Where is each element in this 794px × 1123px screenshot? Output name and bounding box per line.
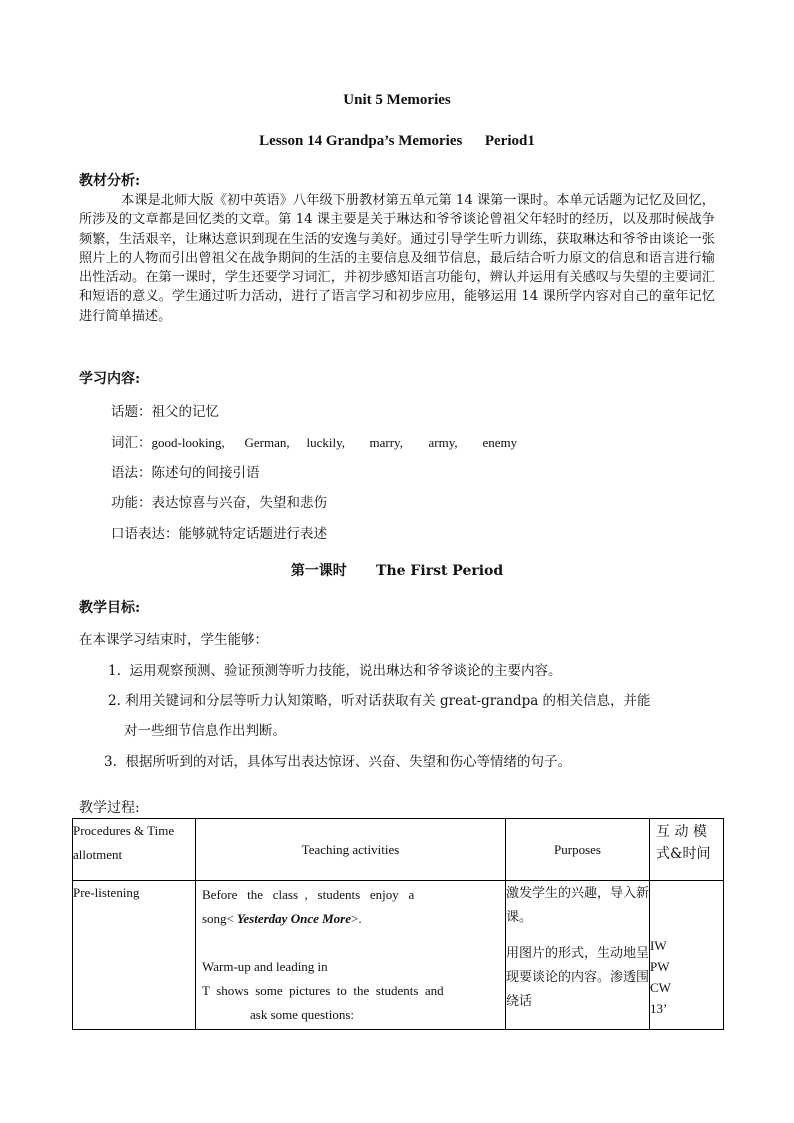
analysis-paragraph — [79, 191, 715, 326]
interaction-mode: PW — [650, 959, 670, 974]
vocab-word: good-looking, — [151, 435, 225, 450]
activity-song — [202, 907, 499, 931]
objective-number: 1. — [108, 663, 121, 679]
content-function: 功能：表达惊喜与兴奋，失望和悲伤 — [111, 495, 327, 511]
vocab-word: marry, — [369, 435, 403, 450]
lesson-title: Lesson 14 Grandpa’s Memories Period1 — [259, 133, 535, 149]
song-title: Yesterday Once More — [233, 911, 351, 926]
objectives-intro: 在本课学习结束时，学生能够： — [79, 632, 268, 648]
cell-activities — [196, 881, 506, 1030]
song-prefix: song< — [202, 911, 234, 926]
objective-number: 3. — [104, 754, 117, 770]
header-activities: Teaching activities — [196, 819, 506, 881]
analysis-text: 本课是北师大版《初中英语》八年级下册教材第五单元第 14 课第一课时。本单元话题为记忆及回忆，所涉及的文章都是回忆类的文章。第 14 课主要是关于琳达和爷爷谈论曾祖父年轻时的经历，以及那时候战争频繁，生活艰辛，让琳达意识到现在生活的安逸与美好。通过引导学生听力训练，获取琳达和爷爷由谈论一张照片上的人物而引出曾祖父在战争期间的生活的主要信息及细节信息，最后结合听力原文的信息和语言进行输出性活动。在第一课时，学生还要学习词汇，并初步感知语言功能句，辨认并运用有关感叹与失望的主要词汇和短语的意义。学生通过听力活动，进行了语言学习和初步应用，能够运用 14 课所学内容对自己的童年记忆进行简单描述。 — [79, 193, 715, 324]
activity-line: ask some questions: — [250, 1007, 354, 1022]
cell-purposes — [506, 881, 650, 1030]
activity-line: Before the class , students enjoy a — [202, 887, 415, 902]
interaction-mode: IW — [650, 938, 667, 953]
vocab-word: enemy — [482, 435, 518, 450]
objective-text: 利用关键词和分层等听力认知策略，听对话获取有关 great-grandpa 的相关信息，并能 — [125, 693, 651, 709]
analysis-heading: 教材分析: — [79, 173, 141, 189]
vocab-word: German, — [244, 435, 290, 450]
unit-title: Unit 5 Memories — [343, 92, 451, 108]
header-interaction: 互 动 模 式&时间 — [650, 819, 724, 881]
cell-stage: Pre-listening — [73, 881, 196, 1030]
content-vocab — [111, 431, 517, 451]
objectives-heading: 教学目标: — [79, 600, 141, 616]
activity-line: T shows some pictures to the students and — [202, 983, 444, 998]
activity-warmup: Warm-up and leading in — [202, 959, 328, 974]
objective-item — [104, 750, 571, 770]
process-heading: 教学过程: — [79, 800, 140, 816]
table-row — [73, 881, 724, 1030]
objective-number: 2. — [108, 693, 121, 709]
vocab-word: army, — [428, 435, 458, 450]
vocab-word: luckily, — [306, 435, 346, 450]
song-suffix: >. — [351, 911, 362, 926]
objective-text: 运用观察预测、验证预测等听力技能，说出琳达和爷爷谈论的主要内容。 — [129, 663, 562, 679]
objective-text: 根据所听到的对话，具体写出表达惊讶、兴奋、失望和伤心等情绪的句子。 — [125, 754, 571, 770]
purpose-text: 激发学生的兴趣，导入新课。 — [506, 885, 650, 924]
header-purposes: Purposes — [506, 819, 650, 881]
header-procedures: Procedures & Time allotment — [73, 819, 196, 881]
period-title: 第一课时 The First Period — [290, 563, 504, 579]
cell-interaction — [650, 881, 724, 1030]
content-topic: 话题：祖父的记忆 — [111, 404, 219, 420]
content-grammar: 语法：陈述句的间接引语 — [111, 465, 260, 481]
process-table — [72, 818, 724, 1030]
vocab-label: 词汇： — [111, 435, 152, 451]
objective-item-continued: 对一些细节信息作出判断。 — [124, 723, 286, 739]
objective-item — [108, 689, 651, 709]
interaction-time: 13’ — [650, 1001, 668, 1016]
objective-item — [108, 659, 561, 679]
table-header-row — [73, 819, 724, 881]
purpose-text: 用图片的形式，生动地呈现要谈论的内容。渗透围绕话 — [506, 945, 650, 1008]
interaction-mode: CW — [650, 980, 671, 995]
content-oral: 口语表达：能够就特定话题进行表述 — [111, 526, 327, 542]
content-heading: 学习内容: — [79, 371, 141, 387]
